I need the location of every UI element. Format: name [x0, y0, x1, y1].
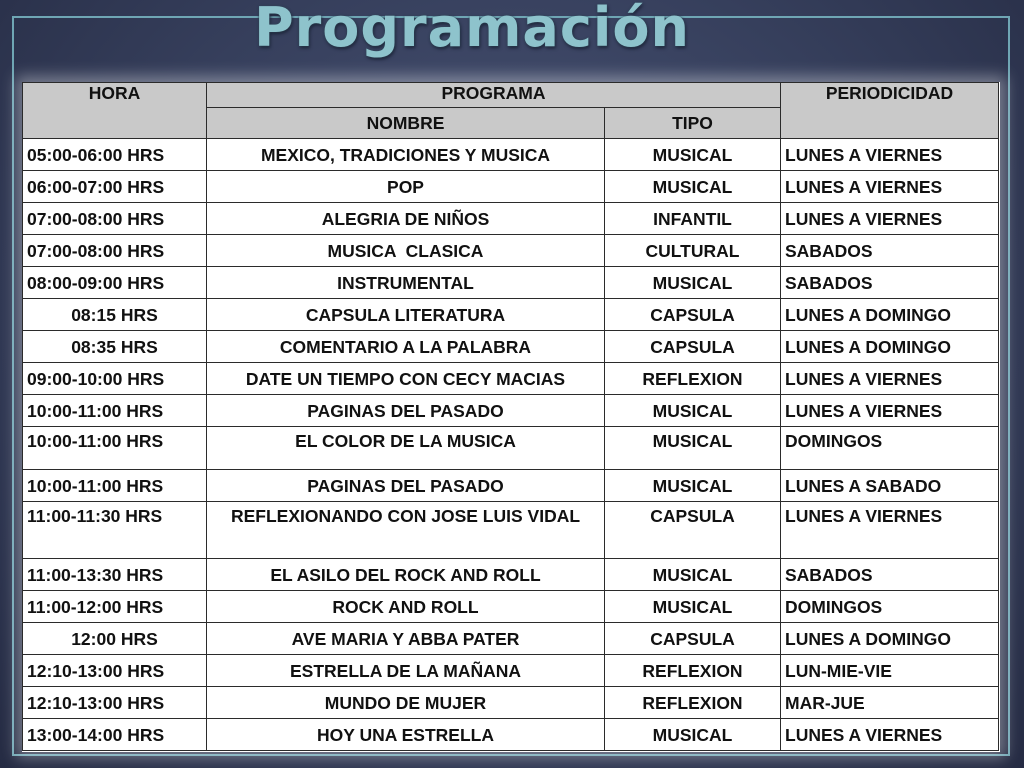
cell-tipo: INFANTIL	[605, 203, 781, 235]
table-row	[23, 171, 999, 203]
cell-nombre: MUNDO DE MUJER	[207, 687, 605, 719]
cell-periodicidad: LUNES A DOMINGO	[781, 299, 999, 331]
cell-nombre: PAGINAS DEL PASADO	[207, 470, 605, 502]
cell-hora: 08:00-09:00 HRS	[23, 267, 207, 299]
cell-periodicidad: LUNES A VIERNES	[781, 171, 999, 203]
cell-periodicidad: SABADOS	[781, 559, 999, 591]
cell-hora: 07:00-08:00 HRS	[23, 203, 207, 235]
cell-hora: 12:10-13:00 HRS	[23, 687, 207, 719]
cell-periodicidad: LUNES A VIERNES	[781, 719, 999, 751]
header-nombre: NOMBRE	[207, 108, 605, 139]
cell-periodicidad: SABADOS	[781, 235, 999, 267]
cell-tipo: CULTURAL	[605, 235, 781, 267]
cell-nombre: EL ASILO DEL ROCK AND ROLL	[207, 559, 605, 591]
table-row	[23, 267, 999, 299]
table-row	[23, 139, 999, 171]
cell-hora: 12:10-13:00 HRS	[23, 655, 207, 687]
cell-tipo: CAPSULA	[605, 299, 781, 331]
schedule-body	[23, 139, 999, 751]
cell-hora: 10:00-11:00 HRS	[23, 427, 207, 470]
cell-tipo: REFLEXION	[605, 687, 781, 719]
cell-tipo: MUSICAL	[605, 171, 781, 203]
table-row	[23, 687, 999, 719]
cell-hora: 12:00 HRS	[23, 623, 207, 655]
cell-periodicidad: LUNES A VIERNES	[781, 139, 999, 171]
header-periodicidad: PERIODICIDAD	[781, 83, 999, 139]
cell-tipo: REFLEXION	[605, 655, 781, 687]
cell-periodicidad: LUNES A VIERNES	[781, 395, 999, 427]
cell-tipo: CAPSULA	[605, 502, 781, 559]
cell-nombre: EL COLOR DE LA MUSICA	[207, 427, 605, 470]
cell-nombre: DATE UN TIEMPO CON CECY MACIAS	[207, 363, 605, 395]
table-row	[23, 502, 999, 559]
table-row	[23, 235, 999, 267]
page-title: Programación	[254, 0, 690, 59]
schedule-panel	[22, 82, 1000, 752]
cell-nombre: MEXICO, TRADICIONES Y MUSICA	[207, 139, 605, 171]
cell-nombre: CAPSULA LITERATURA	[207, 299, 605, 331]
table-row	[23, 395, 999, 427]
cell-tipo: MUSICAL	[605, 591, 781, 623]
table-row	[23, 331, 999, 363]
table-row	[23, 591, 999, 623]
cell-tipo: MUSICAL	[605, 267, 781, 299]
table-row	[23, 299, 999, 331]
cell-periodicidad: LUNES A VIERNES	[781, 502, 999, 559]
cell-nombre: POP	[207, 171, 605, 203]
cell-hora: 08:15 HRS	[23, 299, 207, 331]
cell-periodicidad: DOMINGOS	[781, 427, 999, 470]
cell-hora: 09:00-10:00 HRS	[23, 363, 207, 395]
table-row	[23, 427, 999, 470]
cell-hora: 06:00-07:00 HRS	[23, 171, 207, 203]
cell-nombre: PAGINAS DEL PASADO	[207, 395, 605, 427]
cell-tipo: MUSICAL	[605, 719, 781, 751]
cell-tipo: MUSICAL	[605, 139, 781, 171]
cell-hora: 11:00-12:00 HRS	[23, 591, 207, 623]
cell-hora: 13:00-14:00 HRS	[23, 719, 207, 751]
cell-hora: 08:35 HRS	[23, 331, 207, 363]
cell-periodicidad: LUNES A VIERNES	[781, 203, 999, 235]
cell-nombre: ROCK AND ROLL	[207, 591, 605, 623]
cell-hora: 05:00-06:00 HRS	[23, 139, 207, 171]
cell-nombre: AVE MARIA Y ABBA PATER	[207, 623, 605, 655]
cell-hora: 07:00-08:00 HRS	[23, 235, 207, 267]
cell-tipo: REFLEXION	[605, 363, 781, 395]
cell-nombre: INSTRUMENTAL	[207, 267, 605, 299]
cell-periodicidad: LUNES A SABADO	[781, 470, 999, 502]
cell-periodicidad: LUNES A VIERNES	[781, 363, 999, 395]
cell-periodicidad: SABADOS	[781, 267, 999, 299]
cell-tipo: MUSICAL	[605, 470, 781, 502]
cell-periodicidad: LUN-MIE-VIE	[781, 655, 999, 687]
cell-nombre: REFLEXIONANDO CON JOSE LUIS VIDAL	[207, 502, 605, 559]
cell-tipo: MUSICAL	[605, 559, 781, 591]
cell-tipo: CAPSULA	[605, 623, 781, 655]
cell-nombre: MUSICA CLASICA	[207, 235, 605, 267]
cell-nombre: ESTRELLA DE LA MAÑANA	[207, 655, 605, 687]
table-row	[23, 363, 999, 395]
cell-nombre: COMENTARIO A LA PALABRA	[207, 331, 605, 363]
cell-periodicidad: LUNES A DOMINGO	[781, 331, 999, 363]
cell-nombre: HOY UNA ESTRELLA	[207, 719, 605, 751]
table-row	[23, 719, 999, 751]
header-tipo: TIPO	[605, 108, 781, 139]
cell-tipo: CAPSULA	[605, 331, 781, 363]
cell-nombre: ALEGRIA DE NIÑOS	[207, 203, 605, 235]
cell-periodicidad: MAR-JUE	[781, 687, 999, 719]
table-row	[23, 655, 999, 687]
header-programa: PROGRAMA	[207, 83, 781, 108]
table-row	[23, 203, 999, 235]
table-row	[23, 623, 999, 655]
cell-tipo: MUSICAL	[605, 395, 781, 427]
cell-periodicidad: LUNES A DOMINGO	[781, 623, 999, 655]
header-hora: HORA	[23, 83, 207, 139]
cell-hora: 10:00-11:00 HRS	[23, 395, 207, 427]
cell-hora: 10:00-11:00 HRS	[23, 470, 207, 502]
cell-tipo: MUSICAL	[605, 427, 781, 470]
table-row	[23, 559, 999, 591]
cell-periodicidad: DOMINGOS	[781, 591, 999, 623]
cell-hora: 11:00-13:30 HRS	[23, 559, 207, 591]
table-row	[23, 470, 999, 502]
cell-hora: 11:00-11:30 HRS	[23, 502, 207, 559]
schedule-table	[22, 82, 999, 751]
